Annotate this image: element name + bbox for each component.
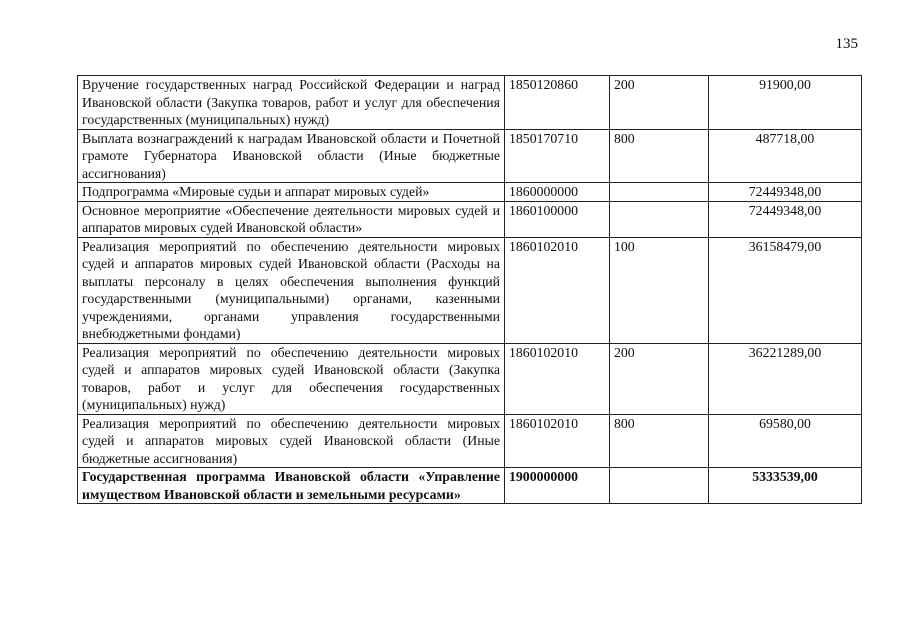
row-amount: 487718,00 <box>709 129 862 183</box>
row-code: 1900000000 <box>505 468 610 504</box>
row-amount: 72449348,00 <box>709 183 862 202</box>
row-name: Основное мероприятие «Обеспечение деятельности мировых судей и аппаратов мировых судей Ивановской области» <box>78 201 505 237</box>
row-expense-type: 100 <box>610 237 709 343</box>
table-row <box>78 129 862 183</box>
row-code: 1860000000 <box>505 183 610 202</box>
row-amount: 91900,00 <box>709 76 862 130</box>
row-expense-type <box>610 183 709 202</box>
row-amount: 72449348,00 <box>709 201 862 237</box>
budget-table <box>77 75 862 504</box>
table-row <box>78 343 862 414</box>
row-expense-type: 800 <box>610 129 709 183</box>
table-row <box>78 414 862 468</box>
row-name: Реализация мероприятий по обеспечению деятельности мировых судей и аппаратов мировых судей Ивановской области (Закупка товаров, работ и услуг для обеспечения государственных (муниципальных) нужд) <box>78 343 505 414</box>
row-name: Реализация мероприятий по обеспечению деятельности мировых судей и аппаратов мировых судей Ивановской области (Иные бюджетные ассигнования) <box>78 414 505 468</box>
row-name: Государственная программа Ивановской области «Управление имуществом Ивановской области и земельными ресурсами» <box>78 468 505 504</box>
row-name: Подпрограмма «Мировые судьи и аппарат мировых судей» <box>78 183 505 202</box>
table-row-program <box>78 468 862 504</box>
row-amount: 5333539,00 <box>709 468 862 504</box>
row-expense-type: 200 <box>610 343 709 414</box>
row-amount: 36158479,00 <box>709 237 862 343</box>
row-expense-type: 200 <box>610 76 709 130</box>
table-row <box>78 183 862 202</box>
row-name: Выплата вознаграждений к наградам Ивановской области и Почетной грамоте Губернатора Ивановской области (Иные бюджетные ассигнования) <box>78 129 505 183</box>
row-code: 1860102010 <box>505 237 610 343</box>
table-row <box>78 237 862 343</box>
row-expense-type <box>610 468 709 504</box>
row-code: 1850120860 <box>505 76 610 130</box>
row-expense-type <box>610 201 709 237</box>
row-name: Реализация мероприятий по обеспечению деятельности мировых судей и аппаратов мировых судей Ивановской области (Расходы на выплаты персоналу в целях обеспечения выполнения функций государственными (муниципальными) органами, казенными учреждениями, органами управления государственными внебюджетными фондами) <box>78 237 505 343</box>
table-row <box>78 76 862 130</box>
row-code: 1860100000 <box>505 201 610 237</box>
row-code: 1860102010 <box>505 343 610 414</box>
row-amount: 69580,00 <box>709 414 862 468</box>
page-number: 135 <box>835 36 858 52</box>
row-name: Вручение государственных наград Российской Федерации и наград Ивановской области (Закупка товаров, работ и услуг для обеспечения государственных (муниципальных) нужд) <box>78 76 505 130</box>
row-amount: 36221289,00 <box>709 343 862 414</box>
table-row <box>78 201 862 237</box>
row-code: 1860102010 <box>505 414 610 468</box>
row-code: 1850170710 <box>505 129 610 183</box>
row-expense-type: 800 <box>610 414 709 468</box>
